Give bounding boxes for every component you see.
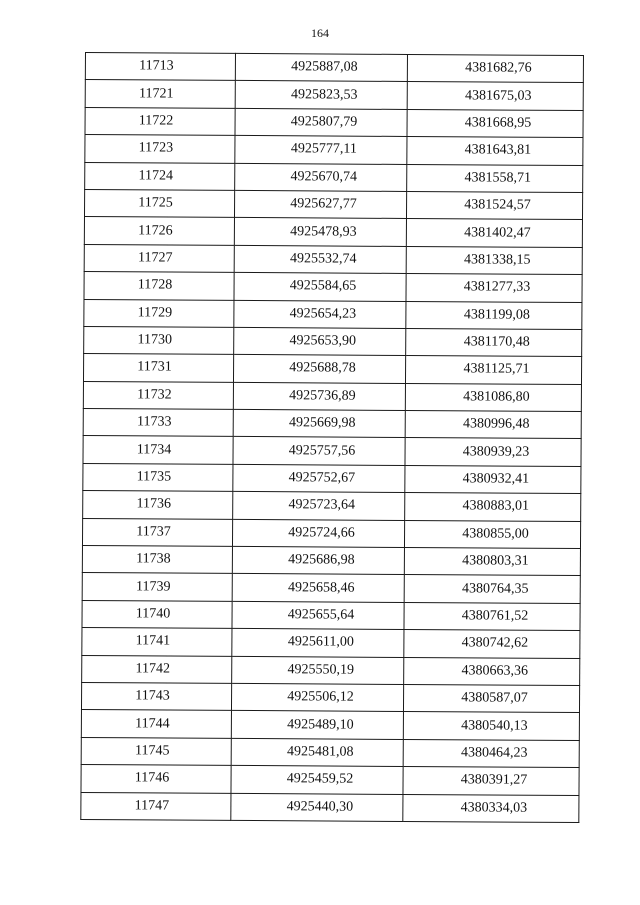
y-coordinate-cell: 4381277,33 xyxy=(406,274,582,302)
point-id-cell: 11732 xyxy=(83,381,233,409)
point-id-cell: 11733 xyxy=(83,409,233,437)
x-coordinate-cell: 4925688,78 xyxy=(233,355,405,383)
x-coordinate-cell: 4925627,77 xyxy=(234,190,406,218)
x-coordinate-cell: 4925611,00 xyxy=(232,629,404,657)
point-id-cell: 11726 xyxy=(84,217,234,245)
point-id-cell: 11722 xyxy=(85,107,235,135)
table-row xyxy=(84,299,582,329)
y-coordinate-cell: 4380334,03 xyxy=(403,794,579,822)
table-row xyxy=(82,546,580,576)
table-row xyxy=(82,600,580,630)
table-row xyxy=(85,135,583,165)
y-coordinate-cell: 4380939,23 xyxy=(405,438,581,466)
point-id-cell: 11735 xyxy=(83,463,233,491)
y-coordinate-cell: 4381675,03 xyxy=(407,82,583,110)
coordinates-table-body xyxy=(81,53,584,823)
table-row xyxy=(81,682,579,712)
y-coordinate-cell: 4381170,48 xyxy=(406,328,582,356)
x-coordinate-cell: 4925481,08 xyxy=(231,738,403,766)
y-coordinate-cell: 4380932,41 xyxy=(405,465,581,493)
x-coordinate-cell: 4925489,10 xyxy=(231,711,403,739)
point-id-cell: 11730 xyxy=(84,326,234,354)
y-coordinate-cell: 4381402,47 xyxy=(406,219,582,247)
x-coordinate-cell: 4925654,23 xyxy=(234,300,406,328)
x-coordinate-cell: 4925584,65 xyxy=(234,273,406,301)
y-coordinate-cell: 4380464,23 xyxy=(403,739,579,767)
point-id-cell: 11744 xyxy=(81,710,231,738)
y-coordinate-cell: 4380540,13 xyxy=(403,712,579,740)
x-coordinate-cell: 4925550,19 xyxy=(232,656,404,684)
table-row xyxy=(82,655,580,685)
table-row xyxy=(82,518,580,548)
y-coordinate-cell: 4380883,01 xyxy=(405,493,581,521)
table-row xyxy=(84,272,582,302)
table-row xyxy=(83,463,581,493)
table-row xyxy=(85,80,583,110)
y-coordinate-cell: 4381643,81 xyxy=(407,137,583,165)
point-id-cell: 11724 xyxy=(85,162,235,190)
x-coordinate-cell: 4925655,64 xyxy=(232,601,404,629)
x-coordinate-cell: 4925686,98 xyxy=(232,546,404,574)
table-row xyxy=(83,491,581,521)
table-row xyxy=(85,53,583,83)
y-coordinate-cell: 4381125,71 xyxy=(405,356,581,384)
x-coordinate-cell: 4925459,52 xyxy=(231,766,403,794)
point-id-cell: 11738 xyxy=(82,546,232,574)
y-coordinate-cell: 4381668,95 xyxy=(407,109,583,137)
point-id-cell: 11737 xyxy=(82,518,232,546)
y-coordinate-cell: 4381338,15 xyxy=(406,246,582,274)
point-id-cell: 11739 xyxy=(82,573,232,601)
y-coordinate-cell: 4381524,57 xyxy=(406,191,582,219)
point-id-cell: 11734 xyxy=(83,436,233,464)
y-coordinate-cell: 4380803,31 xyxy=(404,547,580,575)
table-row xyxy=(81,765,579,795)
point-id-cell: 11723 xyxy=(85,135,235,163)
x-coordinate-cell: 4925823,53 xyxy=(235,81,407,109)
table-row xyxy=(83,409,581,439)
y-coordinate-cell: 4380764,35 xyxy=(404,575,580,603)
x-coordinate-cell: 4925658,46 xyxy=(232,574,404,602)
x-coordinate-cell: 4925653,90 xyxy=(234,327,406,355)
y-coordinate-cell: 4380587,07 xyxy=(403,684,579,712)
table-row xyxy=(84,189,582,219)
x-coordinate-cell: 4925440,30 xyxy=(231,793,403,821)
point-id-cell: 11736 xyxy=(83,491,233,519)
point-id-cell: 11713 xyxy=(85,53,235,81)
x-coordinate-cell: 4925757,56 xyxy=(233,437,405,465)
table-row xyxy=(82,573,580,603)
y-coordinate-cell: 4380391,27 xyxy=(403,767,579,795)
point-id-cell: 11725 xyxy=(84,189,234,217)
table-row xyxy=(81,710,579,740)
x-coordinate-cell: 4925777,11 xyxy=(235,136,407,164)
point-id-cell: 11731 xyxy=(83,354,233,382)
table-row xyxy=(81,792,579,822)
point-id-cell: 11745 xyxy=(81,737,231,765)
x-coordinate-cell: 4925670,74 xyxy=(235,163,407,191)
point-id-cell: 11740 xyxy=(82,600,232,628)
y-coordinate-cell: 4380663,36 xyxy=(404,657,580,685)
page-number: 164 xyxy=(311,26,329,40)
y-coordinate-cell: 4380742,62 xyxy=(404,630,580,658)
point-id-cell: 11743 xyxy=(81,682,231,710)
x-coordinate-cell: 4925669,98 xyxy=(233,409,405,437)
x-coordinate-cell: 4925752,67 xyxy=(233,464,405,492)
y-coordinate-cell: 4381682,76 xyxy=(407,54,583,82)
x-coordinate-cell: 4925807,79 xyxy=(235,108,407,136)
point-id-cell: 11729 xyxy=(84,299,234,327)
x-coordinate-cell: 4925724,66 xyxy=(232,519,404,547)
table-row xyxy=(83,381,581,411)
point-id-cell: 11746 xyxy=(81,765,231,793)
y-coordinate-cell: 4381086,80 xyxy=(405,383,581,411)
table-row xyxy=(84,244,582,274)
y-coordinate-cell: 4380996,48 xyxy=(405,411,581,439)
table-row xyxy=(84,217,582,247)
point-id-cell: 11721 xyxy=(85,80,235,108)
y-coordinate-cell: 4381199,08 xyxy=(406,301,582,329)
table-row xyxy=(82,628,580,658)
point-id-cell: 11741 xyxy=(82,628,232,656)
table-row xyxy=(81,737,579,767)
x-coordinate-cell: 4925478,93 xyxy=(234,218,406,246)
table-row xyxy=(85,162,583,192)
x-coordinate-cell: 4925506,12 xyxy=(231,683,403,711)
point-id-cell: 11742 xyxy=(82,655,232,683)
y-coordinate-cell: 4381558,71 xyxy=(407,164,583,192)
x-coordinate-cell: 4925723,64 xyxy=(233,492,405,520)
point-id-cell: 11727 xyxy=(84,244,234,272)
x-coordinate-cell: 4925736,89 xyxy=(233,382,405,410)
table-row xyxy=(83,436,581,466)
table-row xyxy=(85,107,583,137)
coordinates-table xyxy=(80,52,584,823)
x-coordinate-cell: 4925887,08 xyxy=(235,53,407,81)
table-row xyxy=(83,354,581,384)
point-id-cell: 11728 xyxy=(84,272,234,300)
table-row xyxy=(84,326,582,356)
point-id-cell: 11747 xyxy=(81,792,231,820)
x-coordinate-cell: 4925532,74 xyxy=(234,245,406,273)
y-coordinate-cell: 4380855,00 xyxy=(404,520,580,548)
y-coordinate-cell: 4380761,52 xyxy=(404,602,580,630)
